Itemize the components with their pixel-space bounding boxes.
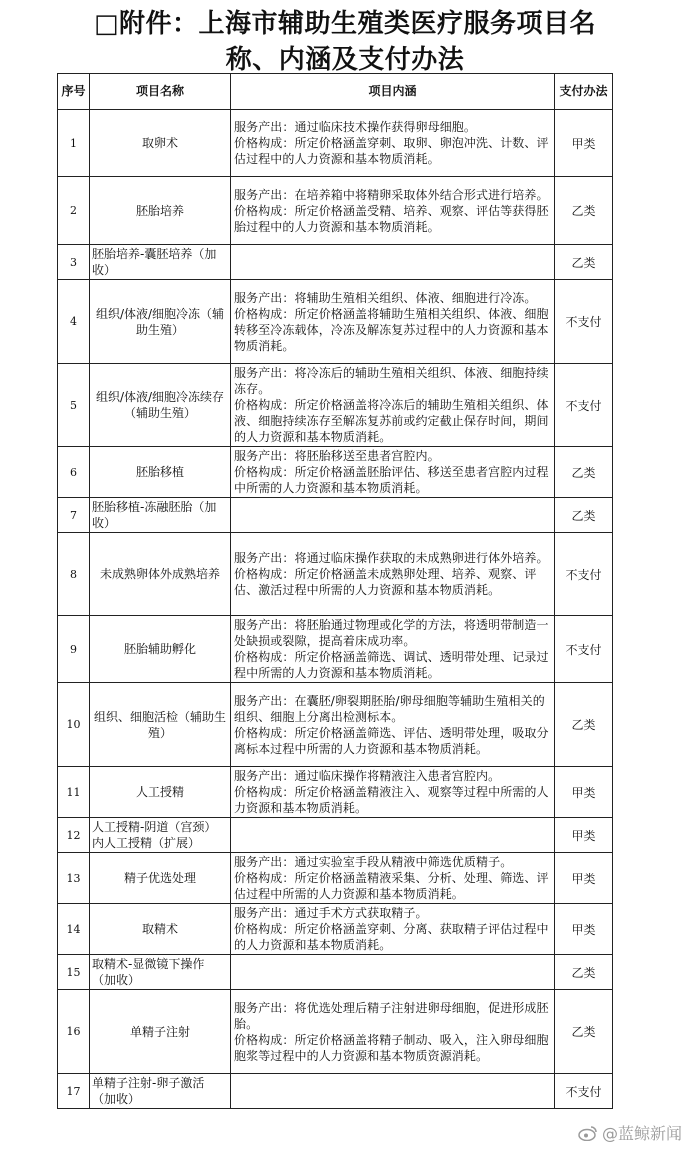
row-number: 14 [58,904,90,955]
item-content: 服务产出：在囊胚/卵裂期胚胎/卵母细胞等辅助生殖相关的组织、细胞上分离出检测标本。 价格构成：所定价格涵盖筛选、评估、透明带处理，吸取分离标本过程中所需的人力资源和基本物质消耗。 [231,683,555,767]
payment-method: 不支付 [555,616,613,683]
item-content: 服务产出：将通过临床操作获取的未成熟卵进行体外培养。 价格构成：所定价格涵盖未成熟卵处理、培养、观察、评估、激活过程中所需的人力资源和基本物质消耗。 [231,533,555,616]
item-content [231,498,555,533]
item-name: 胚胎培养-囊胚培养（加收） [90,245,231,280]
item-content: 服务产出：将优选处理后精子注射进卵母细胞，促进形成胚胎。 价格构成：所定价格涵盖将精子制动、吸入，注入卵母细胞胞浆等过程中的人力资源和基本物质资源消耗。 [231,990,555,1074]
item-content [231,245,555,280]
row-number: 1 [58,110,90,177]
row-number: 11 [58,767,90,818]
row-number: 13 [58,853,90,904]
header-content: 项目内涵 [231,74,555,110]
payment-method: 不支付 [555,533,613,616]
payment-method: 乙类 [555,955,613,990]
row-number: 15 [58,955,90,990]
row-number: 16 [58,990,90,1074]
table-header-row [58,74,613,110]
payment-method: 甲类 [555,904,613,955]
watermark [578,1121,682,1144]
payment-method: 不支付 [555,364,613,447]
payment-method: 乙类 [555,990,613,1074]
header-name: 项目名称 [90,74,231,110]
payment-method: 乙类 [555,177,613,245]
table-row [58,955,613,990]
table-row [58,245,613,280]
row-number: 12 [58,818,90,853]
header-no: 序号 [58,74,90,110]
payment-method: 不支付 [555,1074,613,1109]
table-row [58,767,613,818]
payment-method: 乙类 [555,683,613,767]
item-name: 胚胎辅助孵化 [90,616,231,683]
payment-method: 甲类 [555,818,613,853]
item-name: 组织、细胞活检（辅助生殖） [90,683,231,767]
payment-method: 乙类 [555,447,613,498]
table-row [58,177,613,245]
row-number: 8 [58,533,90,616]
item-name: 取精术-显微镜下操作（加收） [90,955,231,990]
item-name: 胚胎移植-冻融胚胎（加收） [90,498,231,533]
page-title [0,6,690,78]
table-row [58,616,613,683]
table-row [58,683,613,767]
fee-items-table [57,73,613,1109]
row-number: 2 [58,177,90,245]
item-content [231,1074,555,1109]
item-content: 服务产出：通过手术方式获取精子。 价格构成：所定价格涵盖穿刺、分离、获取精子评估过程中的人力资源和基本物质消耗。 [231,904,555,955]
row-number: 5 [58,364,90,447]
row-number: 7 [58,498,90,533]
table-row [58,990,613,1074]
row-number: 3 [58,245,90,280]
item-name: 取卵术 [90,110,231,177]
weibo-icon [578,1125,598,1141]
table-row [58,447,613,498]
payment-method: 不支付 [555,280,613,364]
table-row [58,853,613,904]
payment-method: 甲类 [555,853,613,904]
row-number: 4 [58,280,90,364]
header-pay: 支付办法 [555,74,613,110]
item-name: 未成熟卵体外成熟培养 [90,533,231,616]
item-name: 取精术 [90,904,231,955]
item-name: 单精子注射-卵子激活（加收） [90,1074,231,1109]
item-content [231,818,555,853]
item-name: 精子优选处理 [90,853,231,904]
table-row [58,818,613,853]
page-title-line-1: □附件：上海市辅助生殖类医疗服务项目名 [93,9,597,39]
table-row [58,1074,613,1109]
item-name: 胚胎移植 [90,447,231,498]
item-content: 服务产出：将胚胎通过物理或化学的方法，将透明带制造一处缺损或裂隙，提高着床成功率。 价格构成：所定价格涵盖筛选、调试、透明带处理、记录过程中所需的人力资源和基本物质消耗。 [231,616,555,683]
item-name: 人工授精-阴道（宫颈）内人工授精（扩展） [90,818,231,853]
item-name: 人工授精 [90,767,231,818]
item-content [231,955,555,990]
item-name: 组织/体液/细胞冷冻续存（辅助生殖） [90,364,231,447]
item-name: 胚胎培养 [90,177,231,245]
page-title-line-2: 称、内涵及支付办法 [225,45,465,75]
item-content: 服务产出：在培养箱中将精卵采取体外结合形式进行培养。 价格构成：所定价格涵盖受精、培养、观察、评估等获得胚胎过程中的人力资源和基本物质消耗。 [231,177,555,245]
table-row [58,280,613,364]
watermark-text: @蓝鲸新闻 [601,1124,682,1143]
row-number: 9 [58,616,90,683]
item-content: 服务产出：通过实验室手段从精液中筛选优质精子。 价格构成：所定价格涵盖精液采集、分析、处理、筛选、评估过程中所需的人力资源和基本物质消耗。 [231,853,555,904]
table-row [58,904,613,955]
table-row [58,533,613,616]
item-content: 服务产出：将冷冻后的辅助生殖相关组织、体液、细胞持续冻存。 价格构成：所定价格涵盖将冷冻后的辅助生殖相关组织、体液、细胞持续冻存至解冻复苏前或约定截止保存时间，期间的人力资源和基本物质消耗。 [231,364,555,447]
table-row [58,498,613,533]
item-name: 单精子注射 [90,990,231,1074]
payment-method: 乙类 [555,498,613,533]
item-content: 服务产出：将胚胎移送至患者宫腔内。 价格构成：所定价格涵盖胚胎评估、移送至患者宫腔内过程中所需的人力资源和基本物质消耗。 [231,447,555,498]
payment-method: 甲类 [555,110,613,177]
row-number: 10 [58,683,90,767]
item-content: 服务产出：通过临床操作将精液注入患者宫腔内。 价格构成：所定价格涵盖精液注入、观察等过程中所需的人力资源和基本物质消耗。 [231,767,555,818]
table-row [58,110,613,177]
payment-method: 乙类 [555,245,613,280]
table-row [58,364,613,447]
payment-method: 甲类 [555,767,613,818]
item-content: 服务产出：将辅助生殖相关组织、体液、细胞进行冷冻。 价格构成：所定价格涵盖将辅助生殖相关组织、体液、细胞转移至冷冻载体，冷冻及解冻复苏过程中的人力资源和基本物质消耗。 [231,280,555,364]
row-number: 6 [58,447,90,498]
item-name: 组织/体液/细胞冷冻（辅助生殖） [90,280,231,364]
item-content: 服务产出：通过临床技术操作获得卵母细胞。 价格构成：所定价格涵盖穿刺、取卵、卵泡冲洗、计数、评估过程中的人力资源和基本物质消耗。 [231,110,555,177]
row-number: 17 [58,1074,90,1109]
